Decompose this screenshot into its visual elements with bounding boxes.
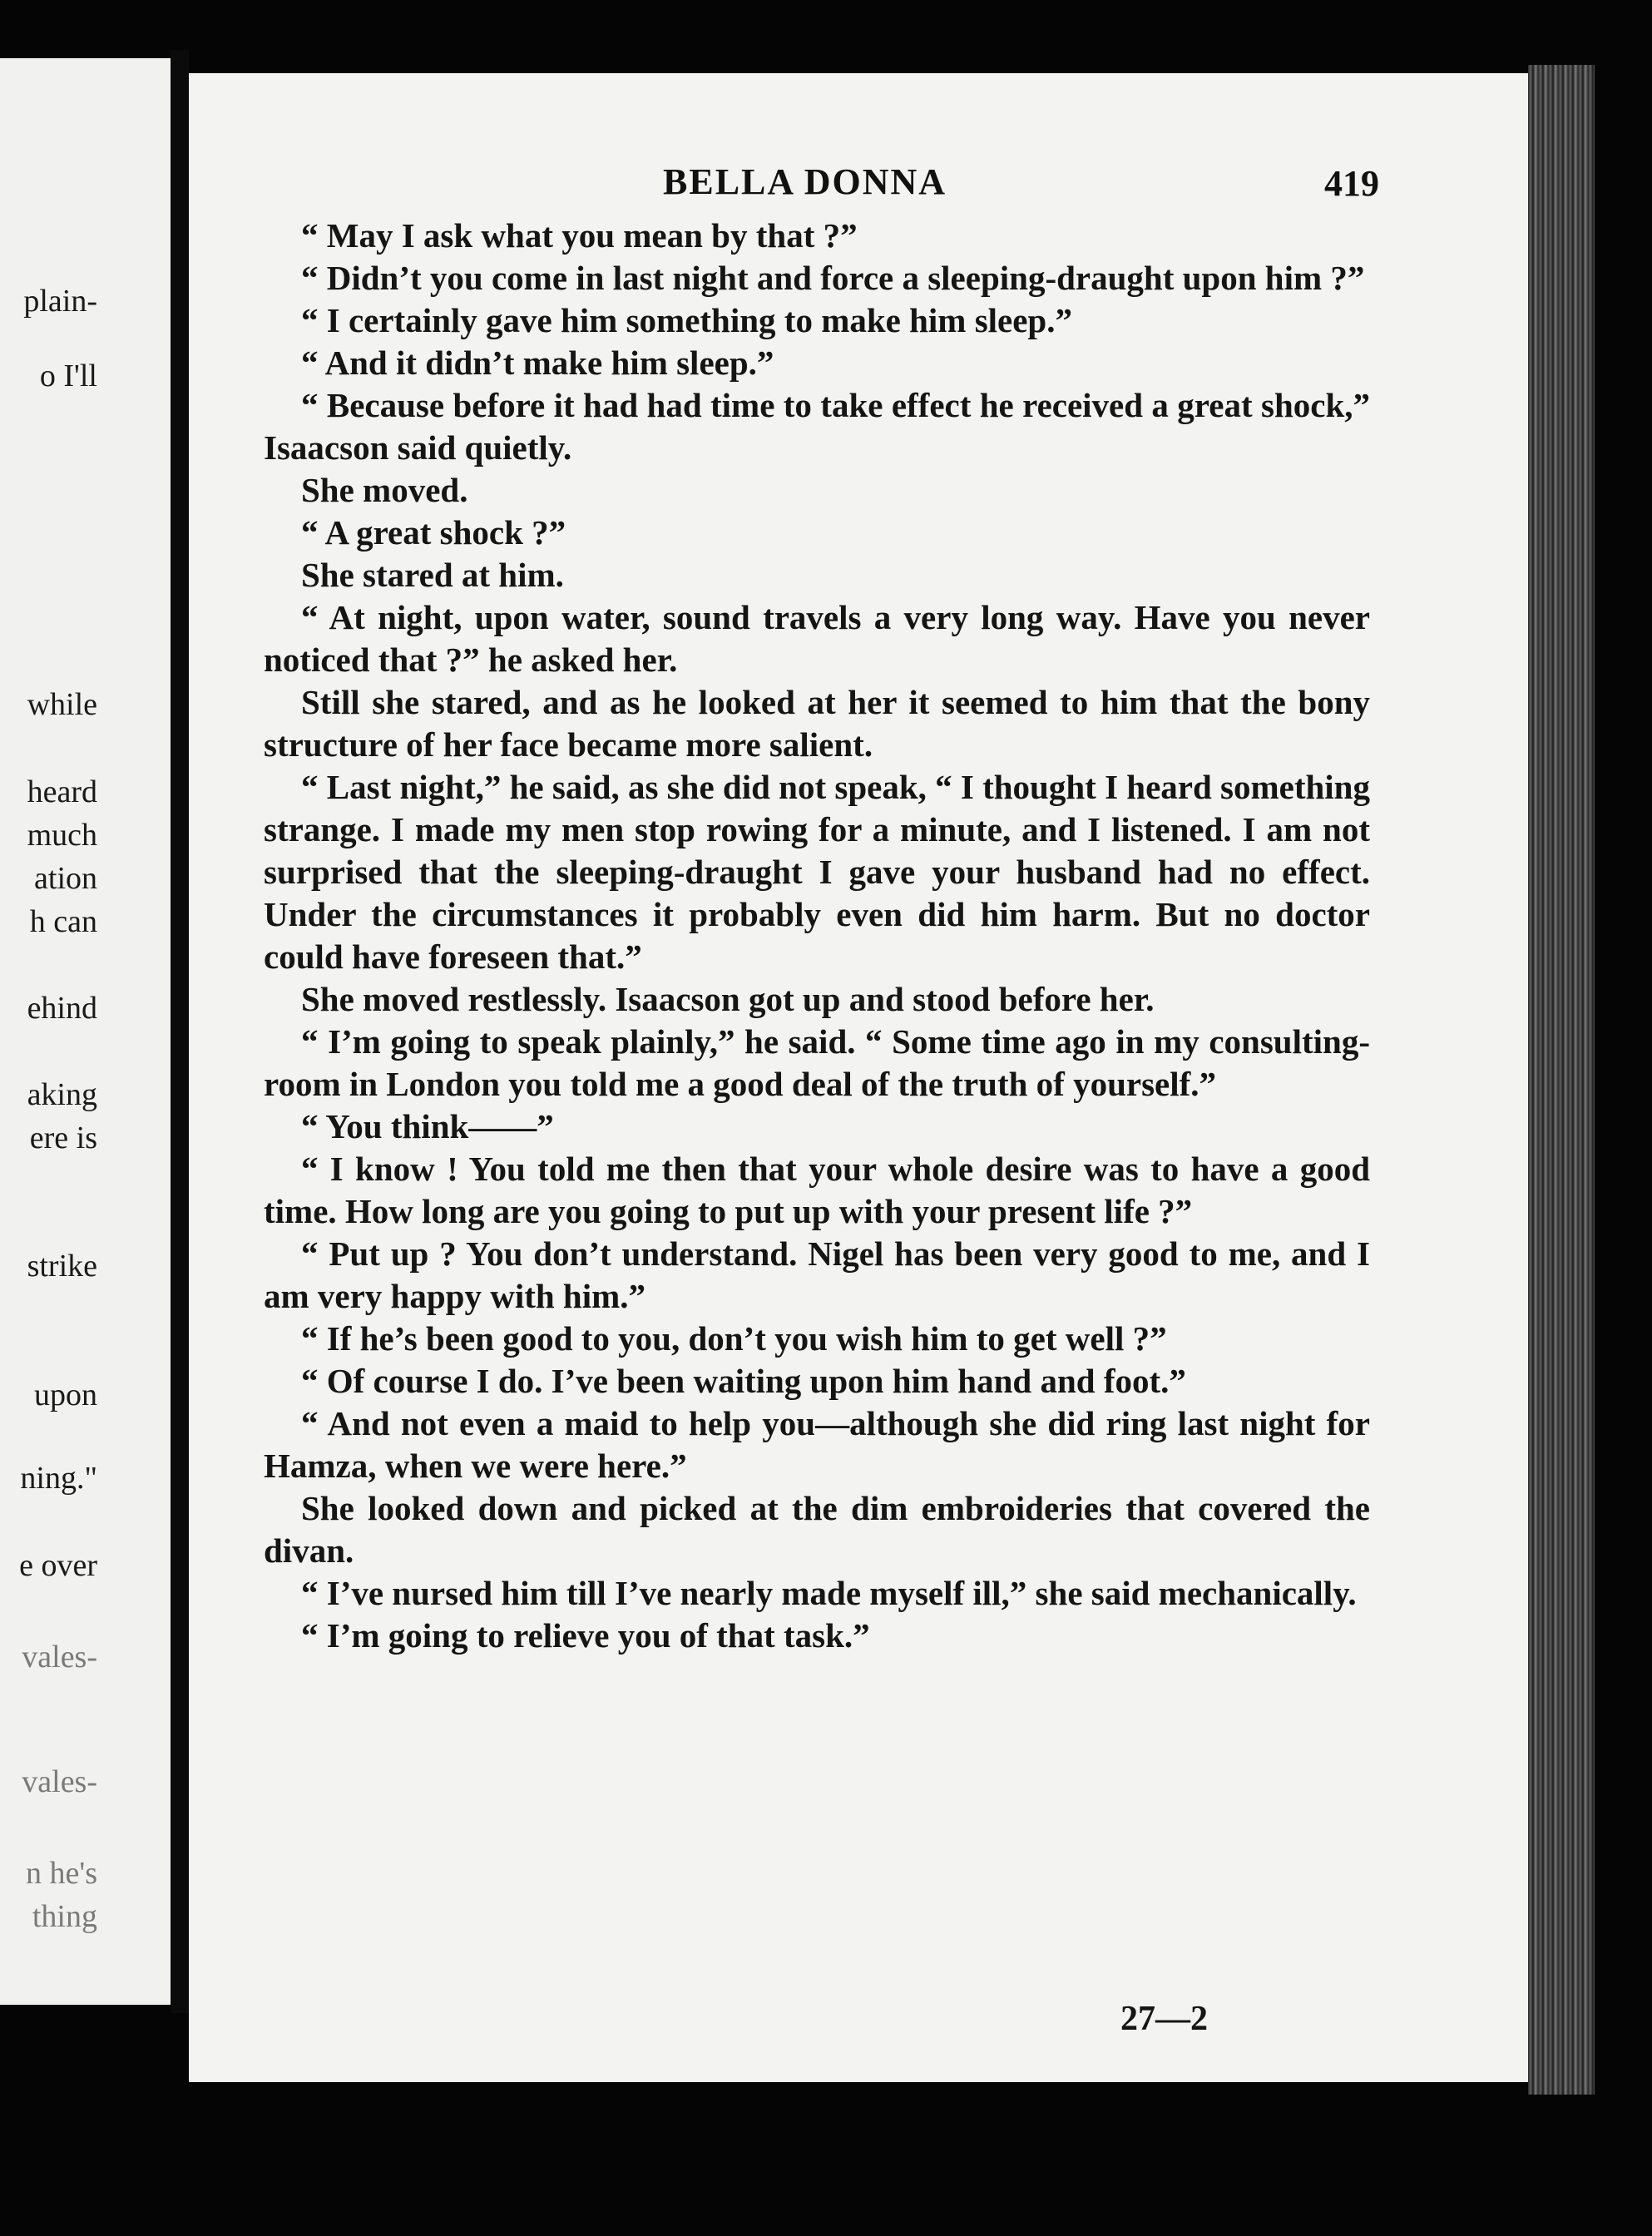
left-page-fragment: much — [27, 818, 97, 853]
page-edges — [1528, 65, 1595, 2095]
left-page-fragment: ere is — [29, 1120, 97, 1155]
left-page-fragment: plain- — [23, 284, 97, 319]
left-page-fragment: o I'll — [39, 359, 97, 393]
left-page-fragment: thing — [32, 1899, 97, 1934]
paragraph: “ A great shock ?” — [301, 513, 566, 552]
left-page-fragment: aking — [27, 1077, 97, 1112]
left-page-fragment: ehind — [27, 991, 97, 1026]
left-page-fragment: while — [27, 687, 97, 722]
paragraph: She stared at him. — [301, 556, 564, 594]
page-number: 419 — [1324, 163, 1379, 204]
page-header — [189, 161, 1528, 210]
paragraph: She moved. — [301, 471, 468, 509]
paragraph: “ Put up ? You don’t understand. Nigel has been very good to me, and I am very happy with him.” — [264, 1234, 1370, 1315]
paragraph: “ Didn’t you come in last night and force a sleeping-draught upon him ?” — [301, 259, 1365, 297]
left-page-fragment: ning." — [20, 1461, 97, 1496]
paragraph: “ I know ! You told me then that your whole desire was to have a good time. How long are you going to put up with your present life ?” — [264, 1150, 1370, 1230]
paragraph: “ Of course I do. I’ve been waiting upon him hand and foot.” — [301, 1362, 1186, 1400]
paragraph: She looked down and picked at the dim embroideries that covered the divan. — [264, 1489, 1370, 1570]
paragraph: “ May I ask what you mean by that ?” — [301, 216, 858, 255]
left-page-remnant — [0, 58, 171, 2005]
paragraph: “ You think——” — [301, 1107, 554, 1145]
paragraph: “ I’m going to relieve you of that task.” — [301, 1616, 870, 1655]
signature-mark: 27—2 — [1120, 2000, 1208, 2038]
paragraph: “ Last night,” he said, as she did not speak, “ I thought I heard something strange. I made my men stop rowing for a minute, and I listened. I am not surprised that the sleeping-draught I gave your husband had no effect. Under the circumstances it probably even did him harm. But no doctor could have foreseen that.” — [264, 768, 1370, 976]
body-text — [264, 215, 1370, 1657]
left-page-fragment: e over — [19, 1548, 97, 1583]
left-page-fragment: h can — [29, 904, 97, 939]
book-gutter — [171, 50, 189, 2013]
paragraph: “ I’m going to speak plainly,” he said. “ Some time ago in my consulting-room in London you told me a good deal of the truth of yourself.” — [264, 1022, 1370, 1103]
left-page-fragment: vales- — [22, 1640, 97, 1675]
paragraph: “ Because before it had had time to take effect he received a great shock,” Isaacson said quietly. — [264, 386, 1370, 467]
running-head: BELLA DONNA — [663, 161, 947, 202]
paragraph: “ And not even a maid to help you—although she did ring last night for Hamza, when we were here.” — [264, 1404, 1370, 1485]
left-page-fragment: heard — [27, 774, 97, 809]
left-page-fragment: n he's — [25, 1856, 97, 1891]
left-page-fragment: vales- — [22, 1764, 97, 1799]
left-page-fragment: upon — [34, 1378, 97, 1412]
paragraph: “ And it didn’t make him sleep.” — [301, 344, 774, 382]
paragraph: “ If he’s been good to you, don’t you wish him to get well ?” — [301, 1319, 1167, 1358]
left-page-fragment: ation — [34, 861, 97, 896]
paragraph: “ I’ve nursed him till I’ve nearly made myself ill,” she said mechanically. — [301, 1574, 1357, 1612]
paragraph: Still she stared, and as he looked at her it seemed to him that the bony structure of her face became more salient. — [264, 683, 1370, 764]
paragraph: She moved restlessly. Isaacson got up and stood before her. — [301, 980, 1155, 1018]
paragraph: “ I certainly gave him something to make him sleep.” — [301, 301, 1072, 339]
paragraph: “ At night, upon water, sound travels a very long way. Have you never noticed that ?” he asked her. — [264, 598, 1370, 679]
left-page-fragment: strike — [27, 1249, 97, 1284]
book-page — [189, 73, 1528, 2082]
